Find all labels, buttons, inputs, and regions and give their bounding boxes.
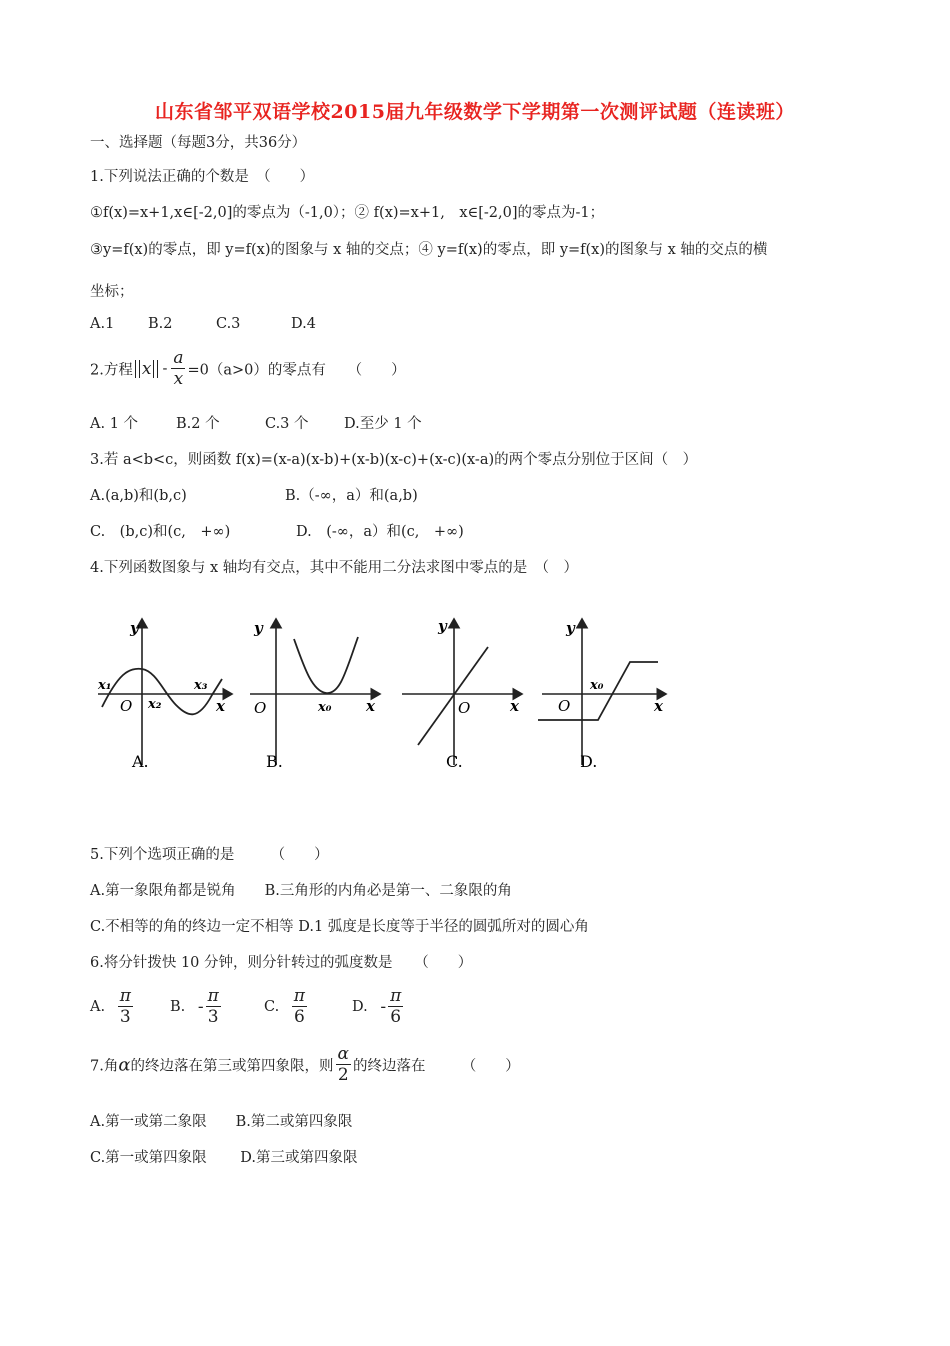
graph-c-caption: C. xyxy=(446,752,463,771)
q3-option-a: A.(a,b)和(b,c) xyxy=(90,488,187,504)
q3-option-c: C. (b,c)和(c, +∞) xyxy=(90,524,231,540)
frac-num: π xyxy=(293,986,305,1006)
graph-a-origin: O xyxy=(120,697,133,715)
q3-option-b: B.（-∞，a）和(a,b) xyxy=(285,488,418,504)
graph-c-y-label: y xyxy=(438,617,447,635)
q6-option-b-fraction xyxy=(206,988,221,1026)
q1-line2: ③y=f(x)的零点，即 y=f(x)的图象与 x 轴的交点；④ y=f(x)的零点，即 y=f(x)的图象与 x 轴的交点的横 xyxy=(90,242,768,258)
graph-c-origin: O xyxy=(458,699,471,717)
q6-option-b xyxy=(170,988,223,1026)
abs-bar-left xyxy=(135,360,136,378)
q2-stem xyxy=(90,350,406,388)
q7-prefix: 7.角 xyxy=(90,1058,119,1075)
q5-stem: 5.下列个选项正确的是 （ ） xyxy=(90,847,329,863)
q6-option-a-fraction xyxy=(118,988,133,1026)
graph-b-origin: O xyxy=(254,699,267,717)
graph-d xyxy=(538,619,666,771)
q1-option-d: D.4 xyxy=(291,316,316,332)
graph-a-x1: x₁ xyxy=(98,678,112,693)
graph-b-x-label: x xyxy=(366,697,375,715)
graph-b-caption: B. xyxy=(266,752,283,771)
q6-option-b-label: B. xyxy=(170,999,186,1015)
graph-b xyxy=(250,619,380,771)
page-title: 山东省邹平双语学校2015届九年级数学下学期第一次测评试题（连读班） xyxy=(155,101,795,123)
graph-c xyxy=(402,617,522,771)
q3-option-d: D. (-∞，a）和(c, +∞) xyxy=(296,524,464,540)
q4-stem: 4.下列函数图象与 x 轴均有交点，其中不能用二分法求图中零点的是 （ ） xyxy=(90,560,578,576)
q7-mid: 的终边落在第三或第四象限，则 xyxy=(130,1058,334,1075)
frac-num: π xyxy=(390,986,402,1006)
q1-stem: 1.下列说法正确的个数是 （ ） xyxy=(90,169,315,185)
graph-d-y-label: y xyxy=(566,619,575,637)
q2-option-c: C.3 个 xyxy=(265,416,309,432)
q6-option-d-label: D. xyxy=(352,999,368,1015)
graph-a-x2: x₂ xyxy=(148,697,162,712)
graph-a xyxy=(97,619,232,771)
q5-options-cd: C.不相等的角的终边一定不相等 D.1 弧度是长度等于半径的圆弧所对的圆心角 xyxy=(90,919,589,935)
q7-options-ab: A.第一或第二象限 B.第二或第四象限 xyxy=(90,1114,353,1130)
q7-frac-den: 2 xyxy=(337,1065,349,1085)
q2-frac-den: x xyxy=(173,369,184,389)
frac-den: 3 xyxy=(207,1007,219,1027)
q5-options-ab: A.第一象限角都是锐角 B.三角形的内角必是第一、二象限的角 xyxy=(90,883,512,899)
frac-den: 3 xyxy=(119,1007,131,1027)
q6-option-c-fraction xyxy=(292,988,307,1026)
graph-d-x-label: x xyxy=(654,697,663,715)
q6-option-c-label: C. xyxy=(264,999,280,1015)
abs-bar-right-inner xyxy=(157,360,158,378)
q7-options-cd: C.第一或第四象限 D.第三或第四象限 xyxy=(90,1150,358,1166)
graph-a-x3: x₃ xyxy=(194,678,208,693)
q2-prefix: 2.方程 xyxy=(90,362,133,379)
q2-abs-var: x xyxy=(141,359,152,379)
abs-bar-left-inner xyxy=(139,360,140,378)
q7-fraction xyxy=(336,1046,351,1084)
q2-fraction xyxy=(171,350,185,388)
q6-option-d xyxy=(352,988,405,1026)
q6-option-a-label: A. xyxy=(90,999,106,1015)
q1-line3: 坐标； xyxy=(90,284,134,300)
graph-d-caption: D. xyxy=(580,752,598,771)
section-heading: 一、选择题（每题3分，共36分） xyxy=(90,135,307,151)
abs-bar-right xyxy=(153,360,154,378)
q6-option-d-fraction xyxy=(388,988,403,1026)
frac-num: π xyxy=(119,986,131,1006)
q7-stem xyxy=(90,1046,520,1084)
frac-den: 6 xyxy=(293,1007,305,1027)
q6-option-c xyxy=(264,988,309,1026)
q1-option-c: C.3 xyxy=(216,316,241,332)
graph-a-x-label: x xyxy=(216,697,225,715)
graph-a-y-label: y xyxy=(130,619,139,637)
q1-option-a: A.1 xyxy=(90,316,115,332)
graph-d-origin: O xyxy=(558,697,571,715)
q3-stem: 3.若 a<b<c，则函数 f(x)=(x-a)(x-b)+(x-b)(x-c)+(x-c)(x-a)的两个零点分别位于区间（ ） xyxy=(90,452,698,468)
q4-function-graphs xyxy=(90,605,670,780)
q1-line1: ①f(x)=x+1,x∈[-2,0]的零点为（-1,0）；② f(x)=x+1, x∈[-2,0]的零点为-1； xyxy=(90,205,605,221)
q6-option-a xyxy=(90,988,135,1026)
q7-frac-num: α xyxy=(337,1044,349,1064)
q2-frac-num: a xyxy=(173,348,184,368)
q2-minus: - xyxy=(162,361,168,377)
q6-option-b-sign: - xyxy=(197,997,204,1017)
q2-suffix: =0（a>0）的零点有 （ ） xyxy=(187,362,406,379)
graph-b-y-label: y xyxy=(254,619,263,637)
graph-a-caption: A. xyxy=(132,752,149,771)
q6-option-d-sign: - xyxy=(380,997,387,1017)
q2-option-d: D.至少 1 个 xyxy=(344,416,422,432)
graph-c-x-label: x xyxy=(510,697,519,715)
q2-option-b: B.2 个 xyxy=(176,416,220,432)
graph-b-x0: x₀ xyxy=(318,700,332,715)
q7-suffix: 的终边落在 （ ） xyxy=(352,1058,520,1075)
frac-num: π xyxy=(207,986,219,1006)
q7-alpha: α xyxy=(118,1054,131,1076)
q1-option-b: B.2 xyxy=(148,316,173,332)
q2-option-a: A. 1 个 xyxy=(90,416,139,432)
q6-stem: 6.将分针拨快 10 分钟，则分针转过的弧度数是 （ ） xyxy=(90,955,473,971)
frac-den: 6 xyxy=(390,1007,402,1027)
graph-d-x0: x₀ xyxy=(590,678,604,693)
